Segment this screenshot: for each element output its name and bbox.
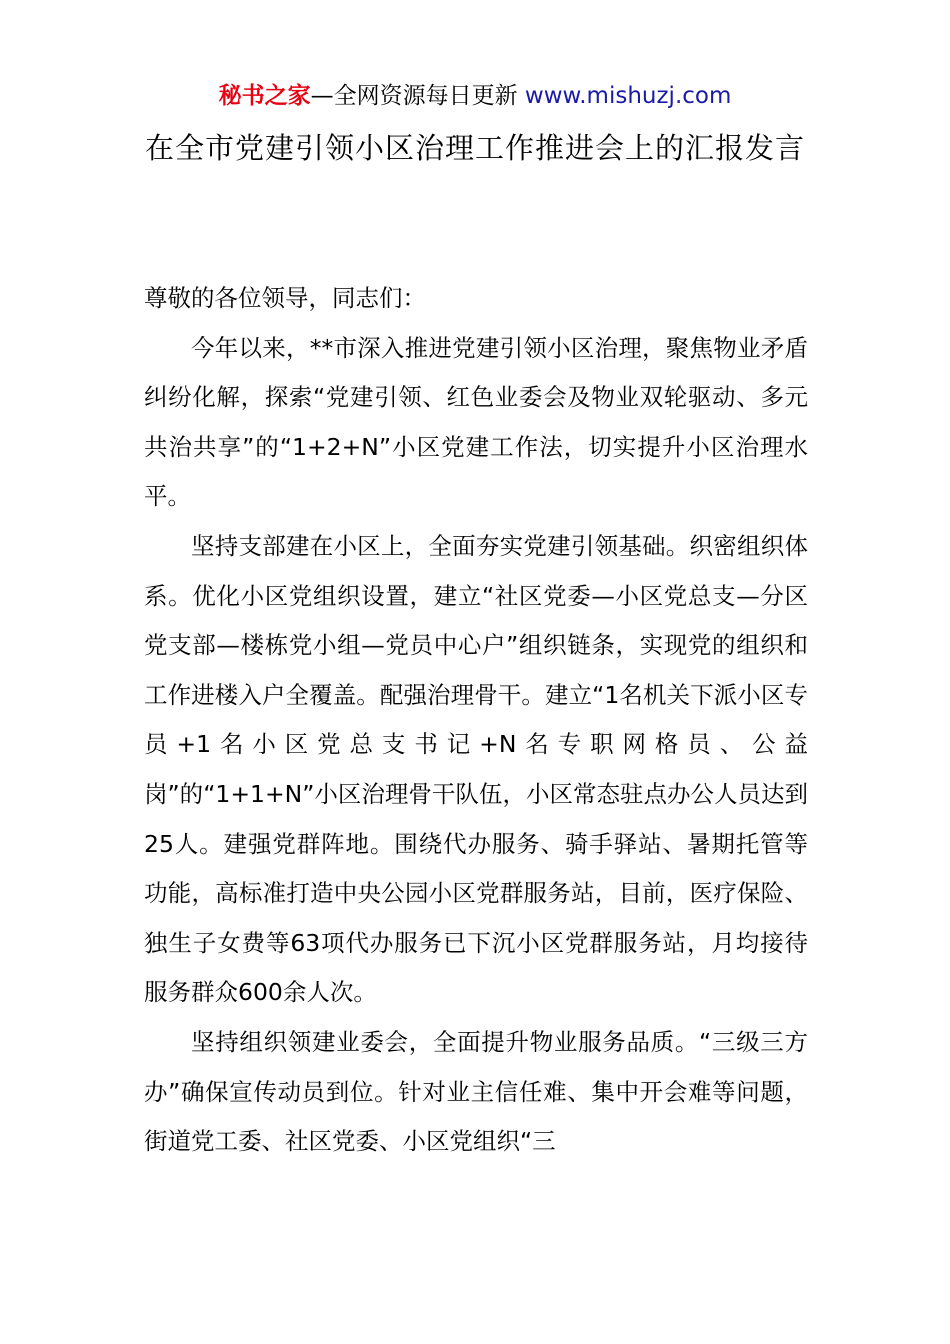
document-body <box>144 274 808 1167</box>
paragraph: 坚持组织领建业委会，全面提升物业服务品质。“三级三方办”确保宣传动员到位。针对业主信任难、集中开会难等问题，街道党工委、社区党委、小区党组织“三 <box>144 1027 808 1156</box>
site-url: www.mishuzj.com <box>524 83 732 109</box>
site-header <box>0 80 950 112</box>
brand-name: 秘书之家 <box>218 83 311 109</box>
site-slogan: —全网资源每日更新 <box>310 83 525 109</box>
document-title: 在全市党建引领小区治理工作推进会上的汇报发言 <box>144 131 805 165</box>
salutation: 尊敬的各位领导，同志们： <box>144 284 426 312</box>
paragraph: 今年以来，**市深入推进党建引领小区治理，聚焦物业矛盾纠纷化解，探索“党建引领、红色业委会及物业双轮驱动、多元共治共享”的“1+2+N”小区党建工作法，切实提升小区治理水平。 <box>144 333 808 511</box>
paragraph: 坚持支部建在小区上，全面夯实党建引领基础。织密组织体系。优化小区党组织设置，建立“社区党委—小区党总支—分区党支部—楼栋党小组—党员中心户”组织链条，实现党的组织和工作进楼入户全覆盖。配强治理骨干。建立“1名机关下派小区专员+1名小区党总支书记+N名专职网格员、公益岗”的“1+1+N”小区治理骨干队伍，小区常态驻点办公人员达到25人。建强党群阵地。围绕代办服务、骑手驿站、暑期托管等功能，高标准打造中央公园小区党群服务站，目前，医疗保险、独生子女费等63项代办服务已下沉小区党群服务站，月均接待服务群众600余人次。 <box>144 531 808 1007</box>
